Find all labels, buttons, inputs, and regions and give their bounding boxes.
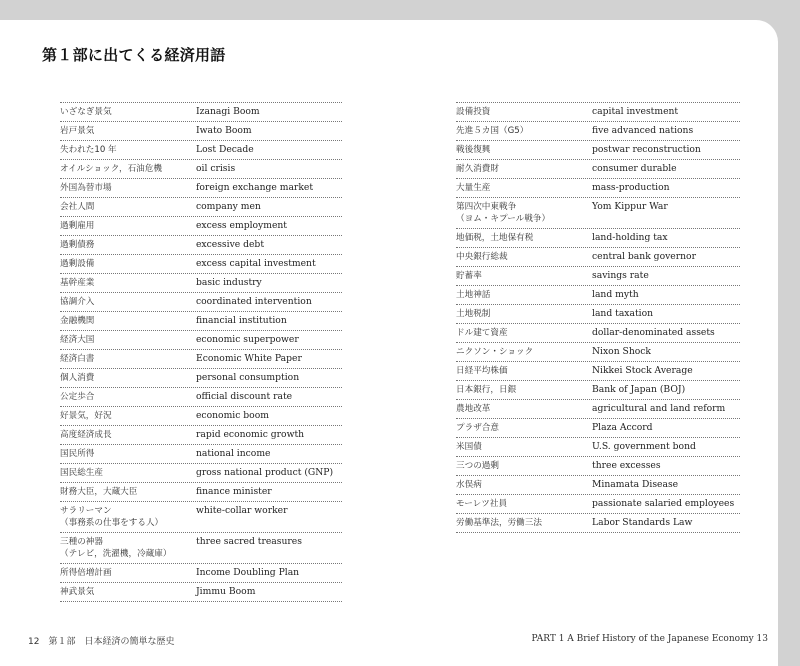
english-term: personal consumption <box>196 372 300 383</box>
japanese-term: 外国為替市場 <box>60 183 112 193</box>
japanese-term: 地価税，土地保有税 <box>456 233 534 243</box>
glossary-row <box>456 229 740 248</box>
english-term: national income <box>196 448 271 459</box>
glossary-right-column <box>456 102 740 533</box>
glossary-row <box>456 362 740 381</box>
glossary-row <box>456 179 740 198</box>
japanese-term: 第四次中東戦争 （ヨム・キプール戦争） <box>456 202 551 224</box>
japanese-term: 耐久消費財 <box>456 164 499 174</box>
glossary-row <box>456 400 740 419</box>
glossary-row <box>60 350 342 369</box>
glossary-row <box>60 122 342 141</box>
japanese-term: 日経平均株価 <box>456 366 508 376</box>
japanese-term: 三種の神器 （テレビ，洗濯機，冷蔵庫） <box>60 537 172 559</box>
glossary-row <box>456 381 740 400</box>
japanese-term: 設備投資 <box>456 107 491 117</box>
glossary-row <box>60 255 342 274</box>
japanese-term: 経済白書 <box>60 354 95 364</box>
english-term: postwar reconstruction <box>592 144 701 155</box>
glossary-row <box>60 103 342 122</box>
english-term: Income Doubling Plan <box>196 567 300 578</box>
glossary-row <box>60 564 342 583</box>
english-term: U.S. government bond <box>592 441 696 452</box>
english-term: three excesses <box>592 460 661 471</box>
japanese-term: いざなぎ景気 <box>60 107 112 117</box>
english-term: Plaza Accord <box>592 422 653 433</box>
glossary-row <box>456 457 740 476</box>
japanese-term: オイルショック，石油危機 <box>60 164 162 174</box>
glossary-row <box>60 293 342 312</box>
glossary-row <box>456 122 740 141</box>
japanese-term: モーレツ社員 <box>456 499 508 509</box>
english-term: Izanagi Boom <box>196 106 260 117</box>
japanese-term: 国民総生産 <box>60 468 103 478</box>
japanese-term: 米国債 <box>456 442 482 452</box>
japanese-term: 労働基準法，労働三法 <box>456 518 542 528</box>
glossary-row <box>456 495 740 514</box>
english-term: three sacred treasures <box>196 536 302 547</box>
english-term: finance minister <box>196 486 272 497</box>
english-term: Nixon Shock <box>592 346 651 357</box>
glossary-row <box>456 324 740 343</box>
english-term: Labor Standards Law <box>592 517 693 528</box>
english-term: dollar-denominated assets <box>592 327 715 338</box>
glossary-row <box>456 248 740 267</box>
japanese-term: サラリーマン （事務系の仕事をする人） <box>60 506 164 528</box>
english-term: land taxation <box>592 308 654 319</box>
japanese-term: 先進５カ国（G5） <box>456 126 529 136</box>
japanese-term: 過剰債務 <box>60 240 95 250</box>
japanese-term: 日本銀行，日銀 <box>456 385 517 395</box>
english-term: consumer durable <box>592 163 677 174</box>
japanese-term: 岩戸景気 <box>60 126 95 136</box>
glossary-row <box>60 445 342 464</box>
english-term: five advanced nations <box>592 125 694 136</box>
english-term: Bank of Japan (BOJ) <box>592 384 686 395</box>
glossary-row <box>60 312 342 331</box>
page-heading: 第１部に出てくる経済用語 <box>42 46 226 64</box>
english-term: foreign exchange market <box>196 182 314 193</box>
japanese-term: 高度経済成長 <box>60 430 112 440</box>
glossary-row <box>60 217 342 236</box>
english-term: land-holding tax <box>592 232 668 243</box>
english-term: gross national product (GNP) <box>196 467 334 478</box>
footer-left-page-number: 12 第１部 日本経済の簡単な歴史 <box>28 637 175 647</box>
english-term: economic boom <box>196 410 269 421</box>
english-term: agricultural and land reform <box>592 403 726 414</box>
japanese-term: 三つの過剰 <box>456 461 499 471</box>
glossary-row <box>60 426 342 445</box>
glossary-row <box>60 464 342 483</box>
english-term: coordinated intervention <box>196 296 312 307</box>
glossary-row <box>60 179 342 198</box>
english-term: Nikkei Stock Average <box>592 365 693 376</box>
japanese-term: プラザ合意 <box>456 423 499 433</box>
book-spread <box>0 20 778 666</box>
japanese-term: 所得倍増計画 <box>60 568 112 578</box>
glossary-row <box>456 286 740 305</box>
japanese-term: 水俣病 <box>456 480 482 490</box>
glossary-left-column <box>60 102 342 602</box>
glossary-row <box>60 533 342 564</box>
glossary-row <box>60 483 342 502</box>
english-term: excessive debt <box>196 239 265 250</box>
english-term: savings rate <box>592 270 649 281</box>
glossary-row <box>456 438 740 457</box>
glossary-row <box>60 502 342 533</box>
glossary-row <box>456 514 740 533</box>
japanese-term: 土地神話 <box>456 290 491 300</box>
glossary-row <box>60 369 342 388</box>
japanese-term: 公定歩合 <box>60 392 95 402</box>
glossary-row <box>456 103 740 122</box>
glossary-row <box>456 305 740 324</box>
english-term: official discount rate <box>196 391 293 402</box>
english-term: excess employment <box>196 220 288 231</box>
english-term: company men <box>196 201 261 212</box>
glossary-row <box>456 343 740 362</box>
english-term: white-collar worker <box>196 505 288 516</box>
glossary-row <box>456 419 740 438</box>
japanese-term: 土地税制 <box>456 309 491 319</box>
japanese-term: 過剰雇用 <box>60 221 95 231</box>
english-term: land myth <box>592 289 639 300</box>
glossary-row <box>456 141 740 160</box>
glossary-row <box>456 476 740 495</box>
japanese-term: 基幹産業 <box>60 278 95 288</box>
english-term: capital investment <box>592 106 679 117</box>
japanese-term: 好景気，好況 <box>60 411 112 421</box>
japanese-term: 神武景気 <box>60 587 95 597</box>
english-term: excess capital investment <box>196 258 316 269</box>
glossary-row <box>60 407 342 426</box>
english-term: oil crisis <box>196 163 236 174</box>
japanese-term: ニクソン・ショック <box>456 347 534 357</box>
japanese-term: 協調介入 <box>60 297 95 307</box>
japanese-term: 財務大臣，大蔵大臣 <box>60 487 138 497</box>
english-term: financial institution <box>196 315 287 326</box>
english-term: rapid economic growth <box>196 429 305 440</box>
english-term: Lost Decade <box>196 144 254 155</box>
japanese-term: 会社人間 <box>60 202 95 212</box>
japanese-term: 戦後復興 <box>456 145 491 155</box>
english-term: central bank governor <box>592 251 696 262</box>
japanese-term: 大量生産 <box>456 183 491 193</box>
english-term: Jimmu Boom <box>196 586 256 597</box>
glossary-row <box>60 583 342 602</box>
english-term: basic industry <box>196 277 262 288</box>
japanese-term: 金融機関 <box>60 316 95 326</box>
japanese-term: 過剰設備 <box>60 259 95 269</box>
glossary-row <box>60 198 342 217</box>
english-term: passionate salaried employees <box>592 498 735 509</box>
english-term: Economic White Paper <box>196 353 302 364</box>
japanese-term: 中央銀行総裁 <box>456 252 508 262</box>
english-term: Iwato Boom <box>196 125 252 136</box>
glossary-row <box>60 388 342 407</box>
japanese-term: 個人消費 <box>60 373 95 383</box>
glossary-row <box>456 267 740 286</box>
glossary-row <box>60 160 342 179</box>
glossary-row <box>60 141 342 160</box>
glossary-row <box>60 236 342 255</box>
glossary-row <box>456 198 740 229</box>
japanese-term: 農地改革 <box>456 404 491 414</box>
footer-right-page-number: PART 1 A Brief History of the Japanese Economy 13 <box>531 634 768 644</box>
english-term: Minamata Disease <box>592 479 679 490</box>
glossary-row <box>60 274 342 293</box>
japanese-term: ドル建て資産 <box>456 328 508 338</box>
glossary-row <box>456 160 740 179</box>
japanese-term: 貯蓄率 <box>456 271 482 281</box>
glossary-row <box>60 331 342 350</box>
japanese-term: 経済大国 <box>60 335 95 345</box>
english-term: Yom Kippur War <box>592 201 668 212</box>
english-term: economic superpower <box>196 334 299 345</box>
japanese-term: 国民所得 <box>60 449 95 459</box>
english-term: mass-production <box>592 182 670 193</box>
japanese-term: 失われた10 年 <box>60 145 117 155</box>
